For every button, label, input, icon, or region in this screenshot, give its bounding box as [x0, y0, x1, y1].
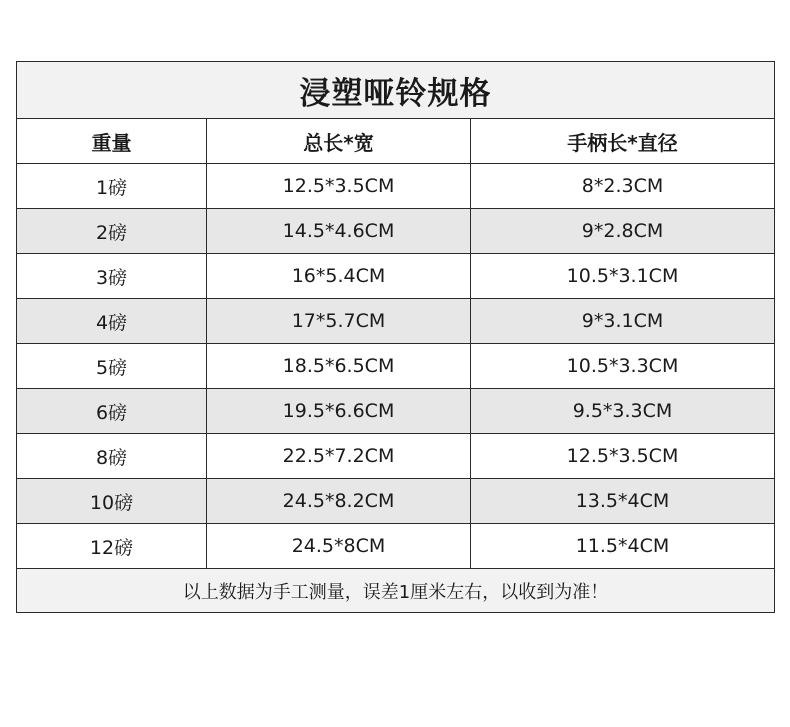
- weight-cell: 10磅: [17, 479, 207, 524]
- weight-cell: 2磅: [17, 209, 207, 254]
- total-size-cell: 12.5*3.5CM: [207, 164, 471, 209]
- handle-size-cell: 9.5*3.3CM: [471, 389, 775, 434]
- weight-cell: 8磅: [17, 434, 207, 479]
- handle-size-cell: 9*3.1CM: [471, 299, 775, 344]
- weight-cell: 6磅: [17, 389, 207, 434]
- table-row: [17, 254, 775, 299]
- total-size-cell: 24.5*8.2CM: [207, 479, 471, 524]
- total-size-cell: 16*5.4CM: [207, 254, 471, 299]
- total-size-cell: 14.5*4.6CM: [207, 209, 471, 254]
- table-row: [17, 209, 775, 254]
- handle-size-cell: 11.5*4CM: [471, 524, 775, 569]
- table-row: [17, 524, 775, 569]
- weight-cell: 4磅: [17, 299, 207, 344]
- table-row: [17, 434, 775, 479]
- weight-cell: 12磅: [17, 524, 207, 569]
- table-row: [17, 389, 775, 434]
- dumbbell-spec-table: [16, 61, 775, 613]
- handle-size-cell: 8*2.3CM: [471, 164, 775, 209]
- weight-cell: 1磅: [17, 164, 207, 209]
- header-weight: 重量: [17, 119, 207, 164]
- table-title: 浸塑哑铃规格: [17, 62, 775, 119]
- handle-size-cell: 10.5*3.1CM: [471, 254, 775, 299]
- title-row: [17, 62, 775, 119]
- total-size-cell: 19.5*6.6CM: [207, 389, 471, 434]
- table-row: [17, 344, 775, 389]
- total-size-cell: 22.5*7.2CM: [207, 434, 471, 479]
- measurement-footnote: 以上数据为手工测量，误差1厘米左右，以收到为准！: [17, 569, 775, 613]
- header-total-length-width: 总长*宽: [207, 119, 471, 164]
- weight-cell: 5磅: [17, 344, 207, 389]
- table-row: [17, 299, 775, 344]
- total-size-cell: 17*5.7CM: [207, 299, 471, 344]
- handle-size-cell: 12.5*3.5CM: [471, 434, 775, 479]
- table-row: [17, 479, 775, 524]
- footnote-row: [17, 569, 775, 613]
- weight-cell: 3磅: [17, 254, 207, 299]
- total-size-cell: 18.5*6.5CM: [207, 344, 471, 389]
- handle-size-cell: 13.5*4CM: [471, 479, 775, 524]
- header-row: [17, 119, 775, 164]
- handle-size-cell: 9*2.8CM: [471, 209, 775, 254]
- total-size-cell: 24.5*8CM: [207, 524, 471, 569]
- handle-size-cell: 10.5*3.3CM: [471, 344, 775, 389]
- table-row: [17, 164, 775, 209]
- header-handle-length-diameter: 手柄长*直径: [471, 119, 775, 164]
